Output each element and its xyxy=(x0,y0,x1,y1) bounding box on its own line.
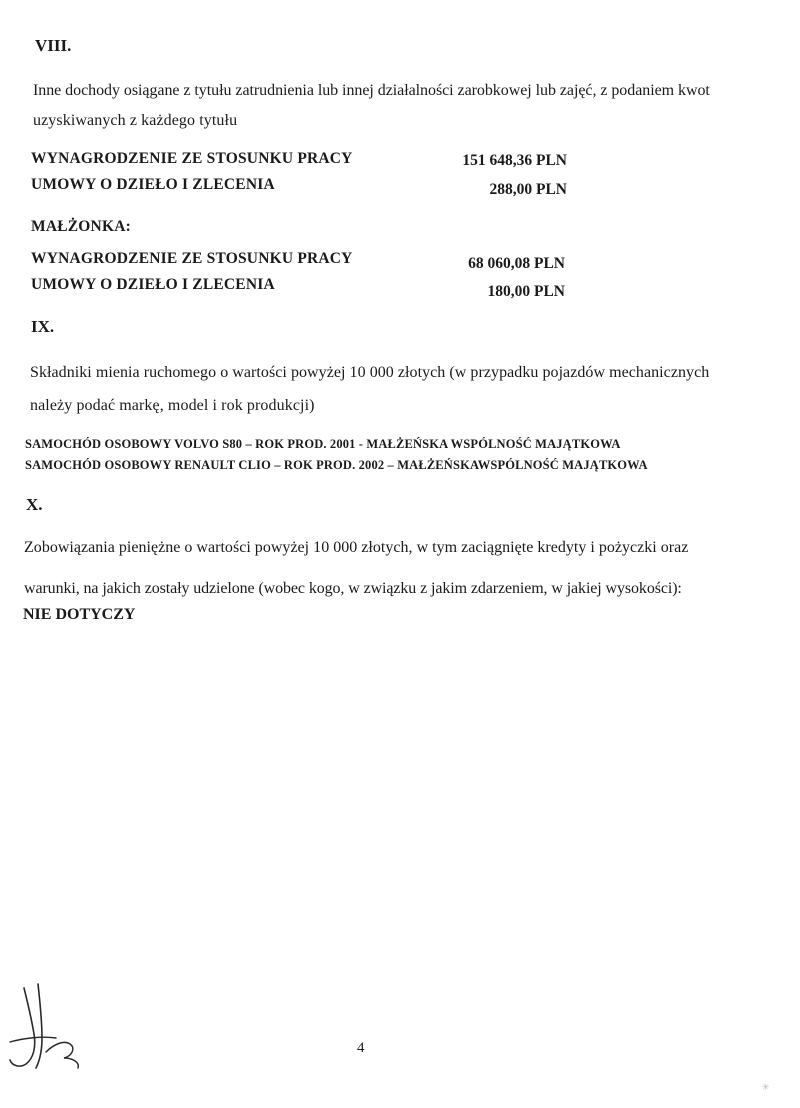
own-income-label-1: WYNAGRODZENIE ZE STOSUNKU PRACY xyxy=(31,150,353,167)
section-8-description-line1: Inne dochody osiągane z tytułu zatrudnienia lub innej działalności zarobkowej lub zajęć, z podaniem kwot xyxy=(33,82,710,99)
section-10-description-line2: warunki, na jakich zostały udzielone (wobec kogo, w związku z jakim zdarzeniem, w jakiej wysokości): xyxy=(24,580,682,597)
section-9-description-line2: należy podać markę, model i rok produkcji) xyxy=(30,397,315,414)
section-10-answer: NIE DOTYCZY xyxy=(23,606,136,623)
movable-asset-2: SAMOCHÓD OSOBOWY RENAULT CLIO – ROK PROD. 2002 – MAŁŻEŃSKAWSPÓLNOŚĆ MAJĄTKOWA xyxy=(25,458,648,472)
section-9-heading: IX. xyxy=(31,317,55,336)
own-income-amount-2: 288,00 PLN xyxy=(489,181,567,198)
section-8-description-line2: uzyskiwanych z każdego tytułu xyxy=(33,112,238,129)
signature-icon xyxy=(4,982,86,1072)
section-10-description-line1: Zobowiązania pieniężne o wartości powyżej 10 000 złotych, w tym zaciągnięte kredyty i pożyczki oraz xyxy=(24,539,689,556)
own-income-amount-1: 151 648,36 PLN xyxy=(462,152,567,169)
spouse-heading: MAŁŻONKA: xyxy=(31,218,131,235)
section-9-description-line1: Składniki mienia ruchomego o wartości powyżej 10 000 złotych (w przypadku pojazdów mechanicznych xyxy=(30,364,710,381)
spouse-income-label-2: UMOWY O DZIEŁO I ZLECENIA xyxy=(31,276,275,293)
spouse-income-label-1: WYNAGRODZENIE ZE STOSUNKU PRACY xyxy=(31,250,353,267)
section-10-heading: X. xyxy=(26,495,43,514)
page-number: 4 xyxy=(357,1040,365,1056)
movable-asset-1: SAMOCHÓD OSOBOWY VOLVO S80 – ROK PROD. 2001 - MAŁŻEŃSKA WSPÓLNOŚĆ MAJĄTKOWA xyxy=(25,437,621,451)
scan-speck-icon: ✳ xyxy=(762,1082,770,1092)
own-income-label-2: UMOWY O DZIEŁO I ZLECENIA xyxy=(31,176,275,193)
spouse-income-amount-1: 68 060,08 PLN xyxy=(468,255,565,272)
section-8-heading: VIII. xyxy=(35,36,72,55)
spouse-income-amount-2: 180,00 PLN xyxy=(487,283,565,300)
